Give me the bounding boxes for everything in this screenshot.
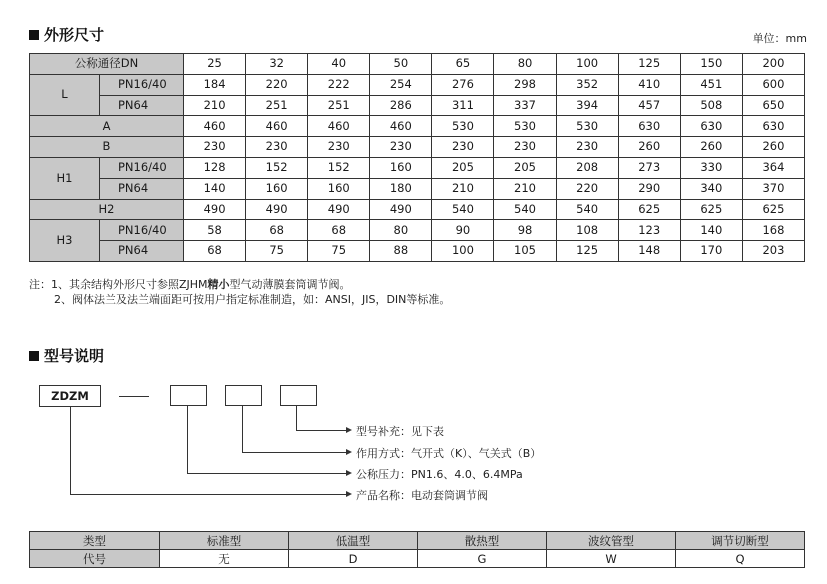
value-cell: 220 [556,178,618,199]
value-cell: 205 [432,157,494,178]
notes [29,277,450,307]
types-table [29,531,805,568]
model-code-box: ZDZM [39,385,101,407]
value-cell: 530 [556,116,618,137]
note-1-bold: 精小 [207,278,230,291]
value-cell: 460 [370,116,432,137]
code-cell: W [547,550,676,568]
pn64-label: PN64 [100,241,184,262]
legend-supplement: 型号补充：见下表 [356,425,444,438]
action-leader-v [242,406,243,453]
square-bullet-icon [29,351,39,361]
arrow-right-icon [346,491,352,497]
value-cell: 230 [184,137,246,158]
product-leader-v [70,407,71,495]
value-cell: 205 [494,157,556,178]
value-cell: 490 [246,199,308,220]
value-cell: 230 [246,137,308,158]
pn64-label: PN64 [100,95,184,116]
type-cell: 波纹管型 [547,532,676,550]
action-slot-box [225,385,262,406]
dn-cell: 125 [618,54,680,75]
value-cell: 460 [246,116,308,137]
value-cell: 260 [742,137,804,158]
table-row-h1-pn16 [30,157,805,178]
b-label: B [30,137,184,158]
dn-cell: 25 [184,54,246,75]
value-cell: 530 [432,116,494,137]
value-cell: 600 [742,74,804,95]
value-cell: 460 [184,116,246,137]
value-cell: 222 [308,74,370,95]
note-1-prefix: 注：1、其余结构外形尺寸参照ZJHM [29,278,208,291]
value-cell: 100 [432,241,494,262]
value-cell: 210 [494,178,556,199]
table-row-h2 [30,199,805,220]
pressure-leader-v [187,406,188,474]
supplement-slot-box [280,385,317,406]
value-cell: 152 [308,157,370,178]
dimensions-table [29,53,805,262]
value-cell: 58 [184,220,246,241]
value-cell: 410 [618,74,680,95]
value-cell: 251 [246,95,308,116]
h2-label: H2 [30,199,184,220]
note-line-1 [29,277,450,292]
value-cell: 457 [618,95,680,116]
value-cell: 490 [184,199,246,220]
value-cell: 230 [556,137,618,158]
type-cell: 调节切断型 [676,532,805,550]
table-row-h3-pn16 [30,220,805,241]
dn-cell: 32 [246,54,308,75]
value-cell: 75 [246,241,308,262]
table-row-l-pn16 [30,74,805,95]
value-cell: 394 [556,95,618,116]
model-title [29,345,104,366]
value-cell: 152 [246,157,308,178]
supplement-leader-h [296,430,346,431]
square-bullet-icon [29,30,39,40]
h1-label: H1 [30,157,100,199]
value-cell: 630 [618,116,680,137]
value-cell: 88 [370,241,432,262]
value-cell: 337 [494,95,556,116]
value-cell: 140 [680,220,742,241]
dn-header-label: 公称通径DN [30,54,184,75]
value-cell: 180 [370,178,432,199]
pn16-label: PN16/40 [100,74,184,95]
value-cell: 68 [246,220,308,241]
table-row-b [30,137,805,158]
value-cell: 68 [184,241,246,262]
model-dash [119,396,149,397]
codes-head-label: 代号 [30,550,160,568]
code-cell: 无 [160,550,289,568]
value-cell: 460 [308,116,370,137]
value-cell: 340 [680,178,742,199]
table-row-h1-pn64 [30,178,805,199]
table-row-l-pn64 [30,95,805,116]
value-cell: 352 [556,74,618,95]
h3-label: H3 [30,220,100,262]
value-cell: 540 [494,199,556,220]
value-cell: 298 [494,74,556,95]
value-cell: 650 [742,95,804,116]
pressure-slot-box [170,385,207,406]
table-row-dn [30,54,805,75]
code-cell: D [289,550,418,568]
product-leader-h [70,494,346,495]
pn16-label: PN16/40 [100,220,184,241]
legend-pressure: 公称压力：PN1.6、4.0、6.4MPa [356,468,523,481]
table-row-h3-pn64 [30,241,805,262]
l-label: L [30,74,100,116]
value-cell: 210 [432,178,494,199]
value-cell: 311 [432,95,494,116]
action-leader-h [242,452,346,453]
value-cell: 508 [680,95,742,116]
value-cell: 220 [246,74,308,95]
value-cell: 140 [184,178,246,199]
value-cell: 286 [370,95,432,116]
dn-cell: 50 [370,54,432,75]
value-cell: 230 [494,137,556,158]
value-cell: 108 [556,220,618,241]
note-line-2: 2、阀体法兰及法兰端面距可按用户指定标准制造，如：ANSI，JIS，DIN等标准。 [54,293,451,306]
value-cell: 630 [680,116,742,137]
value-cell: 251 [308,95,370,116]
type-cell: 散热型 [418,532,547,550]
value-cell: 123 [618,220,680,241]
dn-cell: 40 [308,54,370,75]
type-cell: 标准型 [160,532,289,550]
value-cell: 105 [494,241,556,262]
value-cell: 75 [308,241,370,262]
model-title-text: 型号说明 [44,347,105,365]
value-cell: 128 [184,157,246,178]
value-cell: 630 [742,116,804,137]
unit-label: 单位：mm [752,32,807,45]
value-cell: 451 [680,74,742,95]
legend-action: 作用方式：气开式（K）、气关式（B） [356,447,542,460]
note-1-suffix: 型气动薄膜套筒调节阀。 [229,278,351,291]
value-cell: 168 [742,220,804,241]
code-cell: Q [676,550,805,568]
dimensions-title [29,24,104,45]
value-cell: 625 [680,199,742,220]
value-cell: 208 [556,157,618,178]
type-cell: 低温型 [289,532,418,550]
value-cell: 276 [432,74,494,95]
dn-cell: 80 [494,54,556,75]
code-cell: G [418,550,547,568]
arrow-right-icon [346,470,352,476]
value-cell: 364 [742,157,804,178]
value-cell: 260 [680,137,742,158]
dn-cell: 65 [432,54,494,75]
pn16-label: PN16/40 [100,157,184,178]
a-label: A [30,116,184,137]
dn-cell: 200 [742,54,804,75]
value-cell: 490 [370,199,432,220]
value-cell: 160 [246,178,308,199]
pressure-leader-h [187,473,346,474]
value-cell: 160 [370,157,432,178]
table-row-types [30,532,805,550]
value-cell: 125 [556,241,618,262]
value-cell: 370 [742,178,804,199]
value-cell: 184 [184,74,246,95]
arrow-right-icon [346,427,352,433]
legend-product: 产品名称：电动套筒调节阀 [356,489,488,502]
value-cell: 330 [680,157,742,178]
value-cell: 170 [680,241,742,262]
value-cell: 230 [308,137,370,158]
types-head-label: 类型 [30,532,160,550]
dn-cell: 100 [556,54,618,75]
value-cell: 540 [432,199,494,220]
arrow-right-icon [346,449,352,455]
value-cell: 530 [494,116,556,137]
dn-cell: 150 [680,54,742,75]
value-cell: 230 [432,137,494,158]
table-row-a [30,116,805,137]
pn64-label: PN64 [100,178,184,199]
value-cell: 273 [618,157,680,178]
value-cell: 98 [494,220,556,241]
value-cell: 260 [618,137,680,158]
value-cell: 490 [308,199,370,220]
value-cell: 80 [370,220,432,241]
value-cell: 254 [370,74,432,95]
value-cell: 160 [308,178,370,199]
value-cell: 148 [618,241,680,262]
value-cell: 210 [184,95,246,116]
dimensions-title-text: 外形尺寸 [44,26,105,44]
supplement-leader-v [296,406,297,431]
value-cell: 203 [742,241,804,262]
table-row-codes [30,550,805,568]
value-cell: 290 [618,178,680,199]
value-cell: 68 [308,220,370,241]
value-cell: 230 [370,137,432,158]
value-cell: 90 [432,220,494,241]
value-cell: 540 [556,199,618,220]
value-cell: 625 [742,199,804,220]
value-cell: 625 [618,199,680,220]
